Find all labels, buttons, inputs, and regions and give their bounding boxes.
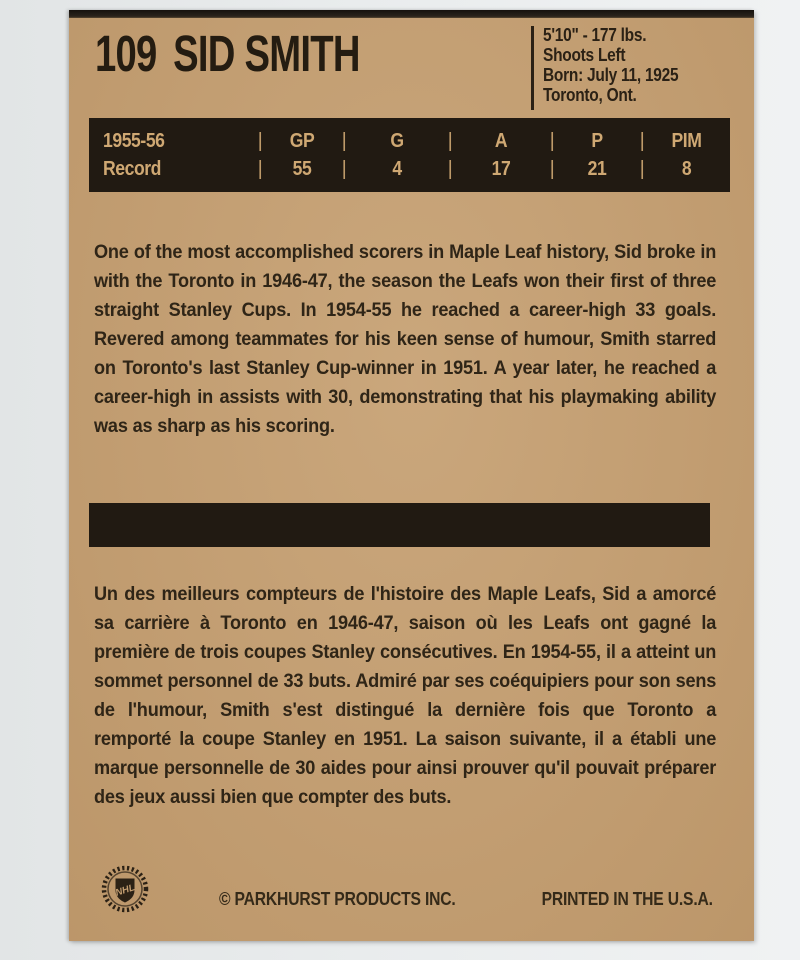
section-divider-bar bbox=[89, 503, 710, 547]
printed-in-usa-text: PRINTED IN THE U.S.A. bbox=[541, 889, 713, 909]
nhl-logo-text: NHL bbox=[114, 882, 137, 899]
stats-record-label: Record bbox=[103, 157, 161, 180]
card-top-edge-shadow bbox=[69, 10, 754, 18]
stats-separator: | bbox=[549, 157, 555, 180]
vital-height-weight: 5'10" - 177 lbs. bbox=[543, 25, 647, 45]
stats-header-a: A bbox=[494, 129, 508, 152]
stats-separator: | bbox=[549, 129, 555, 152]
stats-value-a: 17 bbox=[491, 157, 511, 180]
stats-separator: | bbox=[257, 157, 263, 180]
stats-value-g: 4 bbox=[392, 157, 402, 180]
stats-value-gp: 55 bbox=[292, 157, 312, 180]
stats-separator: | bbox=[639, 129, 645, 152]
stats-header-pim: PIM bbox=[671, 129, 702, 152]
bio-french: Un des meilleurs compteurs de l'histoire des Maple Leafs, Sid a amorcé sa carrière à Toronto en 1946-47, saison où les Leafs ont gagné la première de trois coupes Stanley consécutives. En 1954-55, il a atteint un sommet personnel de 33 buts. Admiré par ses coéquipiers pour son sens de l'humour, Smith s'est distingué la dernière fois que Toronto a remporté la coupe Stanley en 1951. La saison suivante, il a établi une marque personnelle de 30 aides pour ainsi prouver qu'il pouvait préparer des jeux aussi bien que compter des buts. bbox=[94, 583, 717, 808]
stats-header-p: P bbox=[591, 129, 603, 152]
stats-separator: | bbox=[341, 129, 347, 152]
stats-value-p: 21 bbox=[587, 157, 607, 180]
nhl-logo-icon bbox=[100, 864, 150, 914]
stats-separator: | bbox=[639, 157, 645, 180]
card-number: 109 bbox=[95, 25, 157, 82]
stats-separator: | bbox=[447, 129, 453, 152]
stats-separator: | bbox=[257, 129, 263, 152]
bio-english: One of the most accomplished scorers in Maple Leaf history, Sid broke in with the Toronto in 1946-47, the season the Leafs won their first of three straight Stanley Cups. In 1954-55 he reached a career-high 33 goals. Revered among teammates for his keen sense of humour, Smith starred on Toronto's last Stanley Cup-winner in 1951. A year later, he reached a career-high in assists with 30, demonstrating that his playmaking ability was as sharp as his scoring. bbox=[94, 241, 717, 437]
trading-card-back bbox=[69, 10, 754, 941]
vital-born: Born: July 11, 1925 bbox=[543, 65, 679, 85]
stats-season-label: 1955-56 bbox=[103, 129, 165, 152]
stats-header-g: G bbox=[390, 129, 404, 152]
stats-separator: | bbox=[341, 157, 347, 180]
stats-header-gp: GP bbox=[289, 129, 315, 152]
player-name: SID SMITH bbox=[173, 25, 360, 82]
card-title bbox=[95, 24, 360, 83]
stats-table bbox=[89, 118, 730, 192]
vitals-block bbox=[543, 25, 678, 105]
stats-value-pim: 8 bbox=[681, 157, 692, 180]
vital-birthplace: Toronto, Ont. bbox=[543, 85, 637, 105]
copyright-text: © PARKHURST PRODUCTS INC. bbox=[219, 889, 456, 909]
vitals-divider-line bbox=[531, 26, 534, 110]
stats-separator: | bbox=[447, 157, 453, 180]
vital-shoots: Shoots Left bbox=[543, 45, 626, 65]
